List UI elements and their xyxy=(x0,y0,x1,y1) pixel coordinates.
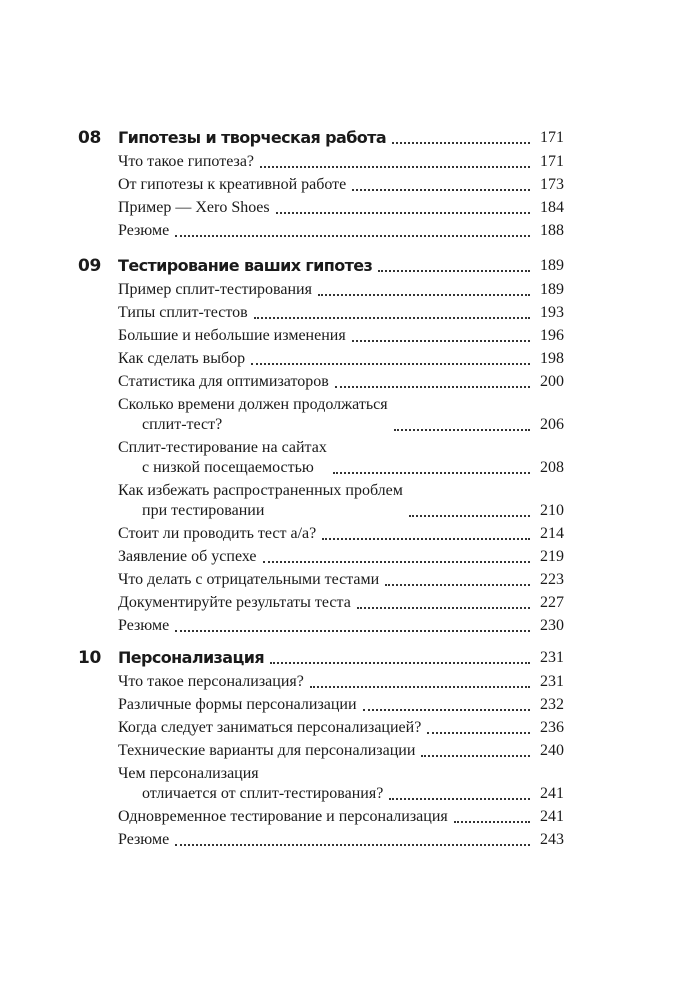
entry-title-line-2: сплит-тест? xyxy=(142,416,223,433)
chapter-title: Гипотезы и творческая работа xyxy=(118,128,387,147)
page-number: 193 xyxy=(540,304,564,321)
dot-leader xyxy=(335,386,530,388)
dot-leader xyxy=(263,561,530,563)
toc-entry xyxy=(78,173,564,196)
dot-leader xyxy=(392,142,530,144)
chapter-heading xyxy=(78,646,564,669)
entry-title-line-1: Чем персонализация xyxy=(118,765,259,782)
chapter-title: Тестирование ваших гипотез xyxy=(118,256,373,275)
chapter-heading xyxy=(78,126,564,149)
entry-title: Резюме xyxy=(118,222,170,239)
entry-title: Как сделать выбор xyxy=(118,350,246,367)
page-number: 231 xyxy=(540,649,564,666)
dot-leader xyxy=(394,429,530,431)
page-number: 236 xyxy=(540,719,564,736)
entry-title xyxy=(118,764,383,805)
toc-entry xyxy=(78,324,564,347)
entry-title: Статистика для оптимизаторов xyxy=(118,373,329,390)
page-number: 232 xyxy=(540,696,564,713)
page-number: 188 xyxy=(540,222,564,239)
dot-leader xyxy=(322,538,530,540)
page-number: 219 xyxy=(540,548,564,565)
page-number: 240 xyxy=(540,742,564,759)
dot-leader xyxy=(175,844,530,846)
entry-title-line-1: Сколько времени должен продолжаться xyxy=(118,396,388,413)
entry-title: Пример сплит-тестирования xyxy=(118,281,312,298)
toc-entry xyxy=(78,693,564,716)
page-number: 231 xyxy=(540,673,564,690)
toc-entry xyxy=(78,393,564,436)
entry-title: Что такое гипотеза? xyxy=(118,153,255,170)
dot-leader xyxy=(352,189,530,191)
entry-title: Резюме xyxy=(118,831,170,848)
chapter-title: Персонализация xyxy=(118,648,264,667)
toc-entry xyxy=(78,591,564,614)
page-number: 198 xyxy=(540,350,564,367)
entry-title: Пример — Xero Shoes xyxy=(118,199,270,216)
toc-entry xyxy=(78,436,564,479)
page-number: 241 xyxy=(540,808,564,825)
dot-leader xyxy=(260,166,530,168)
toc-entry xyxy=(78,716,564,739)
chapter-09 xyxy=(78,254,564,637)
toc-entry xyxy=(78,479,564,522)
entry-title: Большие и небольшие изменения xyxy=(118,327,346,344)
toc-entry xyxy=(78,762,564,805)
dot-leader xyxy=(357,607,530,609)
dot-leader xyxy=(421,755,530,757)
toc-entry xyxy=(78,739,564,762)
dot-leader xyxy=(310,686,530,688)
entry-title-line-1: Сплит-тестирование на сайтах xyxy=(118,439,327,456)
entry-title xyxy=(118,481,403,522)
page-number: 210 xyxy=(540,502,564,519)
toc-entry xyxy=(78,522,564,545)
toc-entry xyxy=(78,278,564,301)
entry-title: От гипотезы к креативной работе xyxy=(118,176,347,193)
toc-entry xyxy=(78,828,564,851)
dot-leader xyxy=(175,630,530,632)
entry-title: Одновременное тестирование и персонализация xyxy=(118,808,448,825)
page-number: 208 xyxy=(540,459,564,476)
page-number: 184 xyxy=(540,199,564,216)
entry-title: Различные формы персонализации xyxy=(118,696,357,713)
toc-entry xyxy=(78,370,564,393)
entry-title: Когда следует заниматься персонализацией? xyxy=(118,719,422,736)
page-number: 196 xyxy=(540,327,564,344)
entry-title: Стоит ли проводить тест а/а? xyxy=(118,525,317,542)
toc-entry xyxy=(78,545,564,568)
page-number: 223 xyxy=(540,571,564,588)
dot-leader xyxy=(270,662,530,664)
dot-leader xyxy=(409,515,530,517)
entry-title-line-2: отличается от сплит-тестирования? xyxy=(142,785,384,802)
dot-leader xyxy=(352,340,530,342)
dot-leader xyxy=(276,212,530,214)
dot-leader xyxy=(363,709,530,711)
dot-leader xyxy=(385,584,530,586)
page-number: 243 xyxy=(540,831,564,848)
entry-title: Что делать с отрицательными тестами xyxy=(118,571,380,588)
page-number: 241 xyxy=(540,785,564,802)
chapter-08 xyxy=(78,126,564,242)
dot-leader xyxy=(427,732,530,734)
page-number: 171 xyxy=(540,153,564,170)
entry-title: Что такое персонализация? xyxy=(118,673,304,690)
toc-entry xyxy=(78,347,564,370)
toc-entry xyxy=(78,805,564,828)
entry-title-line-2: при тестировании xyxy=(142,502,265,519)
toc-entry xyxy=(78,219,564,242)
page-number: 206 xyxy=(540,416,564,433)
toc-entry xyxy=(78,196,564,219)
entry-title: Заявление об успехе xyxy=(118,548,257,565)
page-number: 200 xyxy=(540,373,564,390)
entry-title xyxy=(118,438,327,479)
dot-leader xyxy=(333,472,530,474)
page-number: 227 xyxy=(540,594,564,611)
toc-entry xyxy=(78,301,564,324)
chapter-number: 10 xyxy=(78,648,102,668)
entry-title: Технические варианты для персонализации xyxy=(118,742,416,759)
dot-leader xyxy=(389,798,530,800)
dot-leader xyxy=(254,317,530,319)
chapter-10 xyxy=(78,646,564,851)
dot-leader xyxy=(454,821,530,823)
entry-title: Типы сплит-тестов xyxy=(118,304,248,321)
page-number: 189 xyxy=(540,257,564,274)
toc-entry xyxy=(78,614,564,637)
dot-leader xyxy=(378,270,530,272)
page-number: 214 xyxy=(540,525,564,542)
dot-leader xyxy=(251,363,530,365)
page-number: 173 xyxy=(540,176,564,193)
chapter-heading xyxy=(78,254,564,277)
chapter-number: 08 xyxy=(78,128,102,148)
page-number: 171 xyxy=(540,129,564,146)
entry-title-line-1: Как избежать распространенных проблем xyxy=(118,482,403,499)
entry-title: Документируйте результаты теста xyxy=(118,594,351,611)
entry-title-line-2: с низкой посещаемостью xyxy=(142,459,314,476)
toc-entry xyxy=(78,150,564,173)
page-number: 189 xyxy=(540,281,564,298)
toc-entry xyxy=(78,670,564,693)
entry-title xyxy=(118,395,388,436)
dot-leader xyxy=(175,235,530,237)
toc-entry xyxy=(78,568,564,591)
entry-title: Резюме xyxy=(118,617,170,634)
chapter-number: 09 xyxy=(78,256,102,276)
page-number: 230 xyxy=(540,617,564,634)
dot-leader xyxy=(318,294,530,296)
